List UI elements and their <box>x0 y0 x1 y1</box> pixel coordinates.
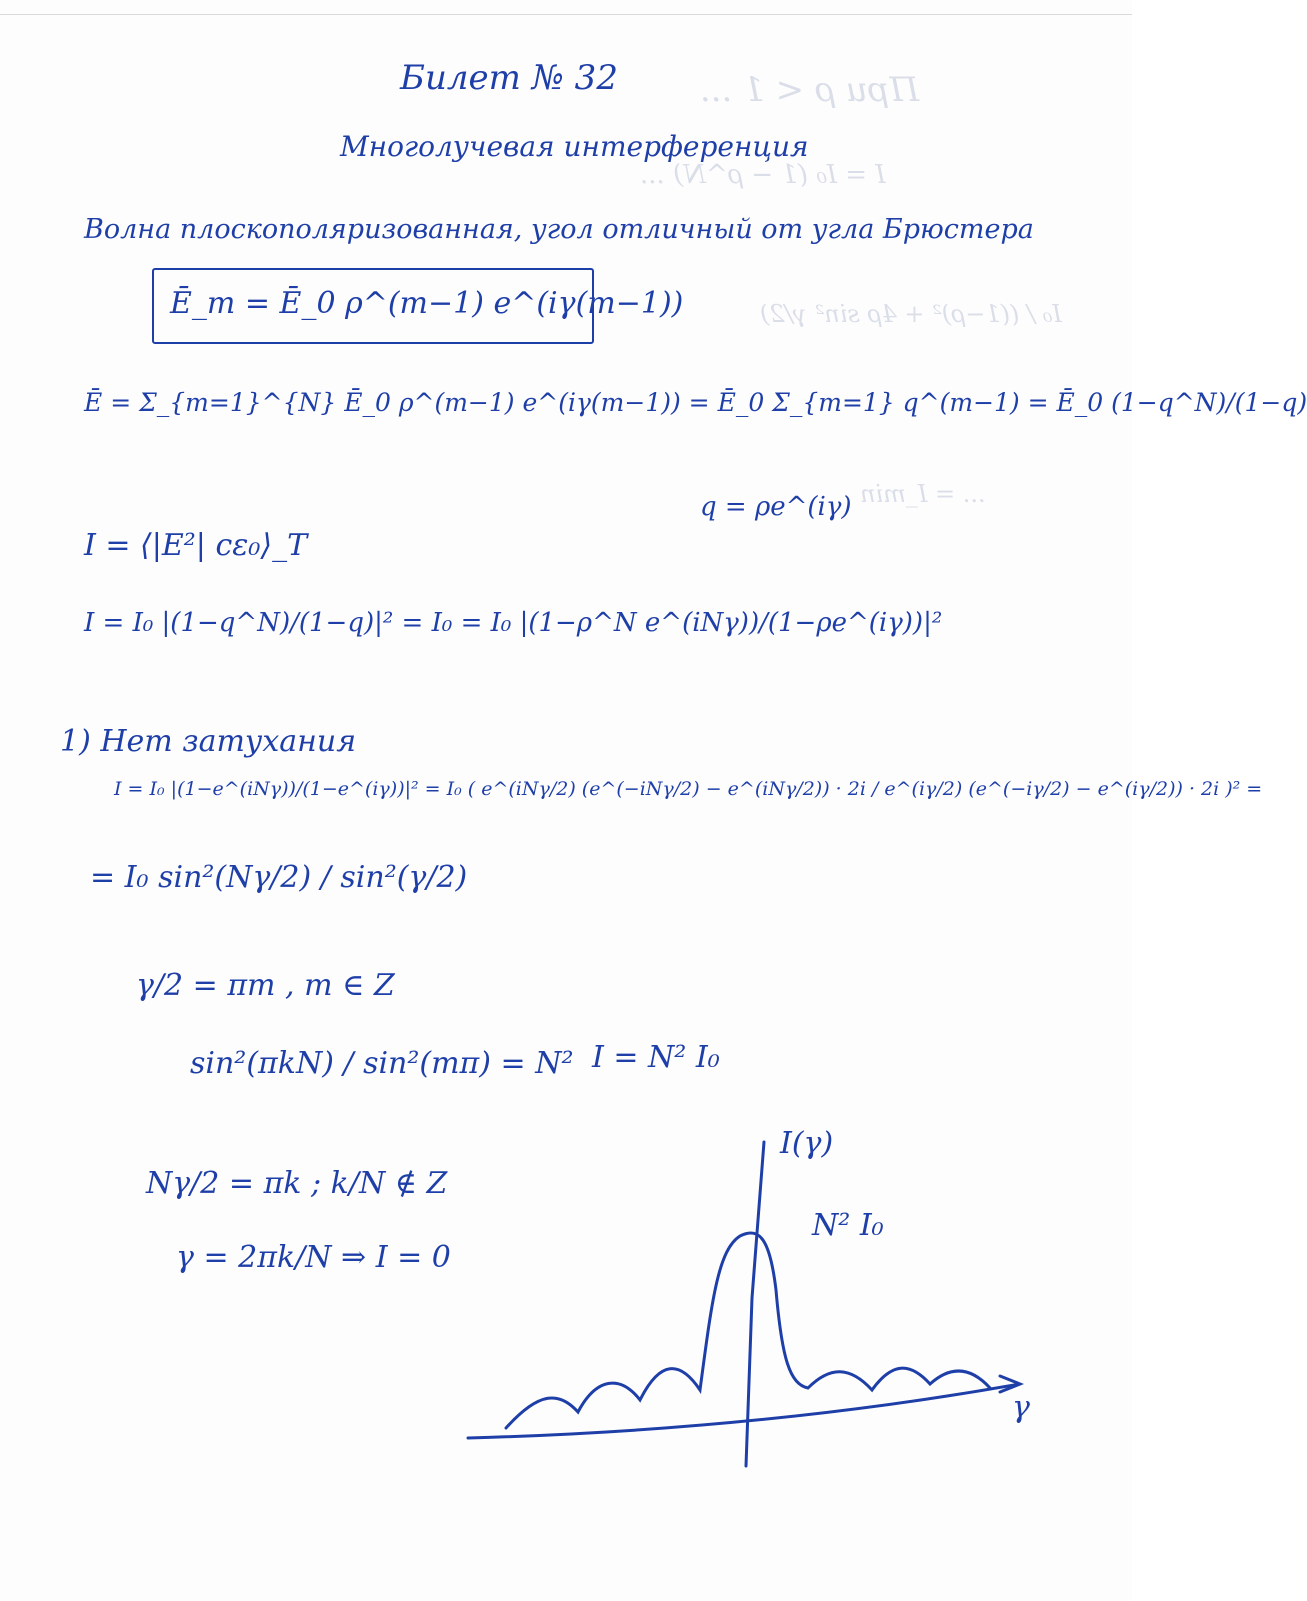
case1-label: 1) Нет затухания <box>60 724 357 759</box>
condition-2: Nγ/2 = πk ; k/N ∉ Z <box>146 1166 448 1201</box>
zero-condition: γ = 2πk/N ⇒ I = 0 <box>176 1240 451 1275</box>
intro-line: Волна плоскополяризованная, угол отличный от угла Брюстера <box>84 214 1034 245</box>
condition-1: γ/2 = πm , m ∈ Z <box>136 968 395 1003</box>
bleed-text-2: I = I₀ (1 − ρ^N) ... <box>640 160 886 190</box>
intensity-definition: I = ⟨|E²| cε₀⟩_T <box>84 528 308 563</box>
x-axis-line <box>468 1384 1020 1438</box>
graph-x-label: γ <box>1012 1390 1030 1425</box>
graph-y-label: I(γ) <box>780 1126 834 1161</box>
graph-peak-label: N² I₀ <box>812 1208 884 1243</box>
bleed-text-1: При ρ < 1 ... <box>700 70 920 110</box>
ticket-title: Билет № 32 <box>400 58 618 98</box>
max-intensity: I = N² I₀ <box>592 1040 720 1075</box>
q-definition: q = ρe^(iγ) <box>700 492 852 522</box>
y-axis-line <box>746 1142 764 1466</box>
bleed-text-3: I₀ / ((1−ρ)² + 4ρ sin² γ/2) <box>760 300 1062 328</box>
topic-title: Многолучевая интерференция <box>340 130 809 163</box>
intensity-formula: I = I₀ |(1−q^N)/(1−q)|² = I₀ = I₀ |(1−ρ^N e^(iNγ))/(1−ρe^(iγ))|² <box>84 608 943 638</box>
case1-result: = I₀ sin²(Nγ/2) / sin²(γ/2) <box>90 860 468 895</box>
bleed-text-4: ... = I_min <box>860 480 986 508</box>
boxed-formula: Ē_m = Ē_0 ρ^(m−1) e^(iγ(m−1)) <box>170 286 684 321</box>
case1-formula: I = I₀ |(1−e^(iNγ))/(1−e^(iγ))|² = I₀ ( e^(iNγ/2) (e^(−iNγ/2) − e^(iNγ/2)) · 2i / e^(iγ/2) (e^(−iγ/2) − e^(iγ/2)) · 2i )² = <box>114 778 1263 800</box>
sum-formula: Ē = Σ_{m=1}^{N} Ē_0 ρ^(m−1) e^(iγ(m−1)) = Ē_0 Σ_{m=1} q^(m−1) = Ē_0 (1−q^N)/(1−q) <box>84 388 1307 417</box>
ratio-formula: sin²(πkN) / sin²(mπ) = N² <box>190 1046 574 1081</box>
